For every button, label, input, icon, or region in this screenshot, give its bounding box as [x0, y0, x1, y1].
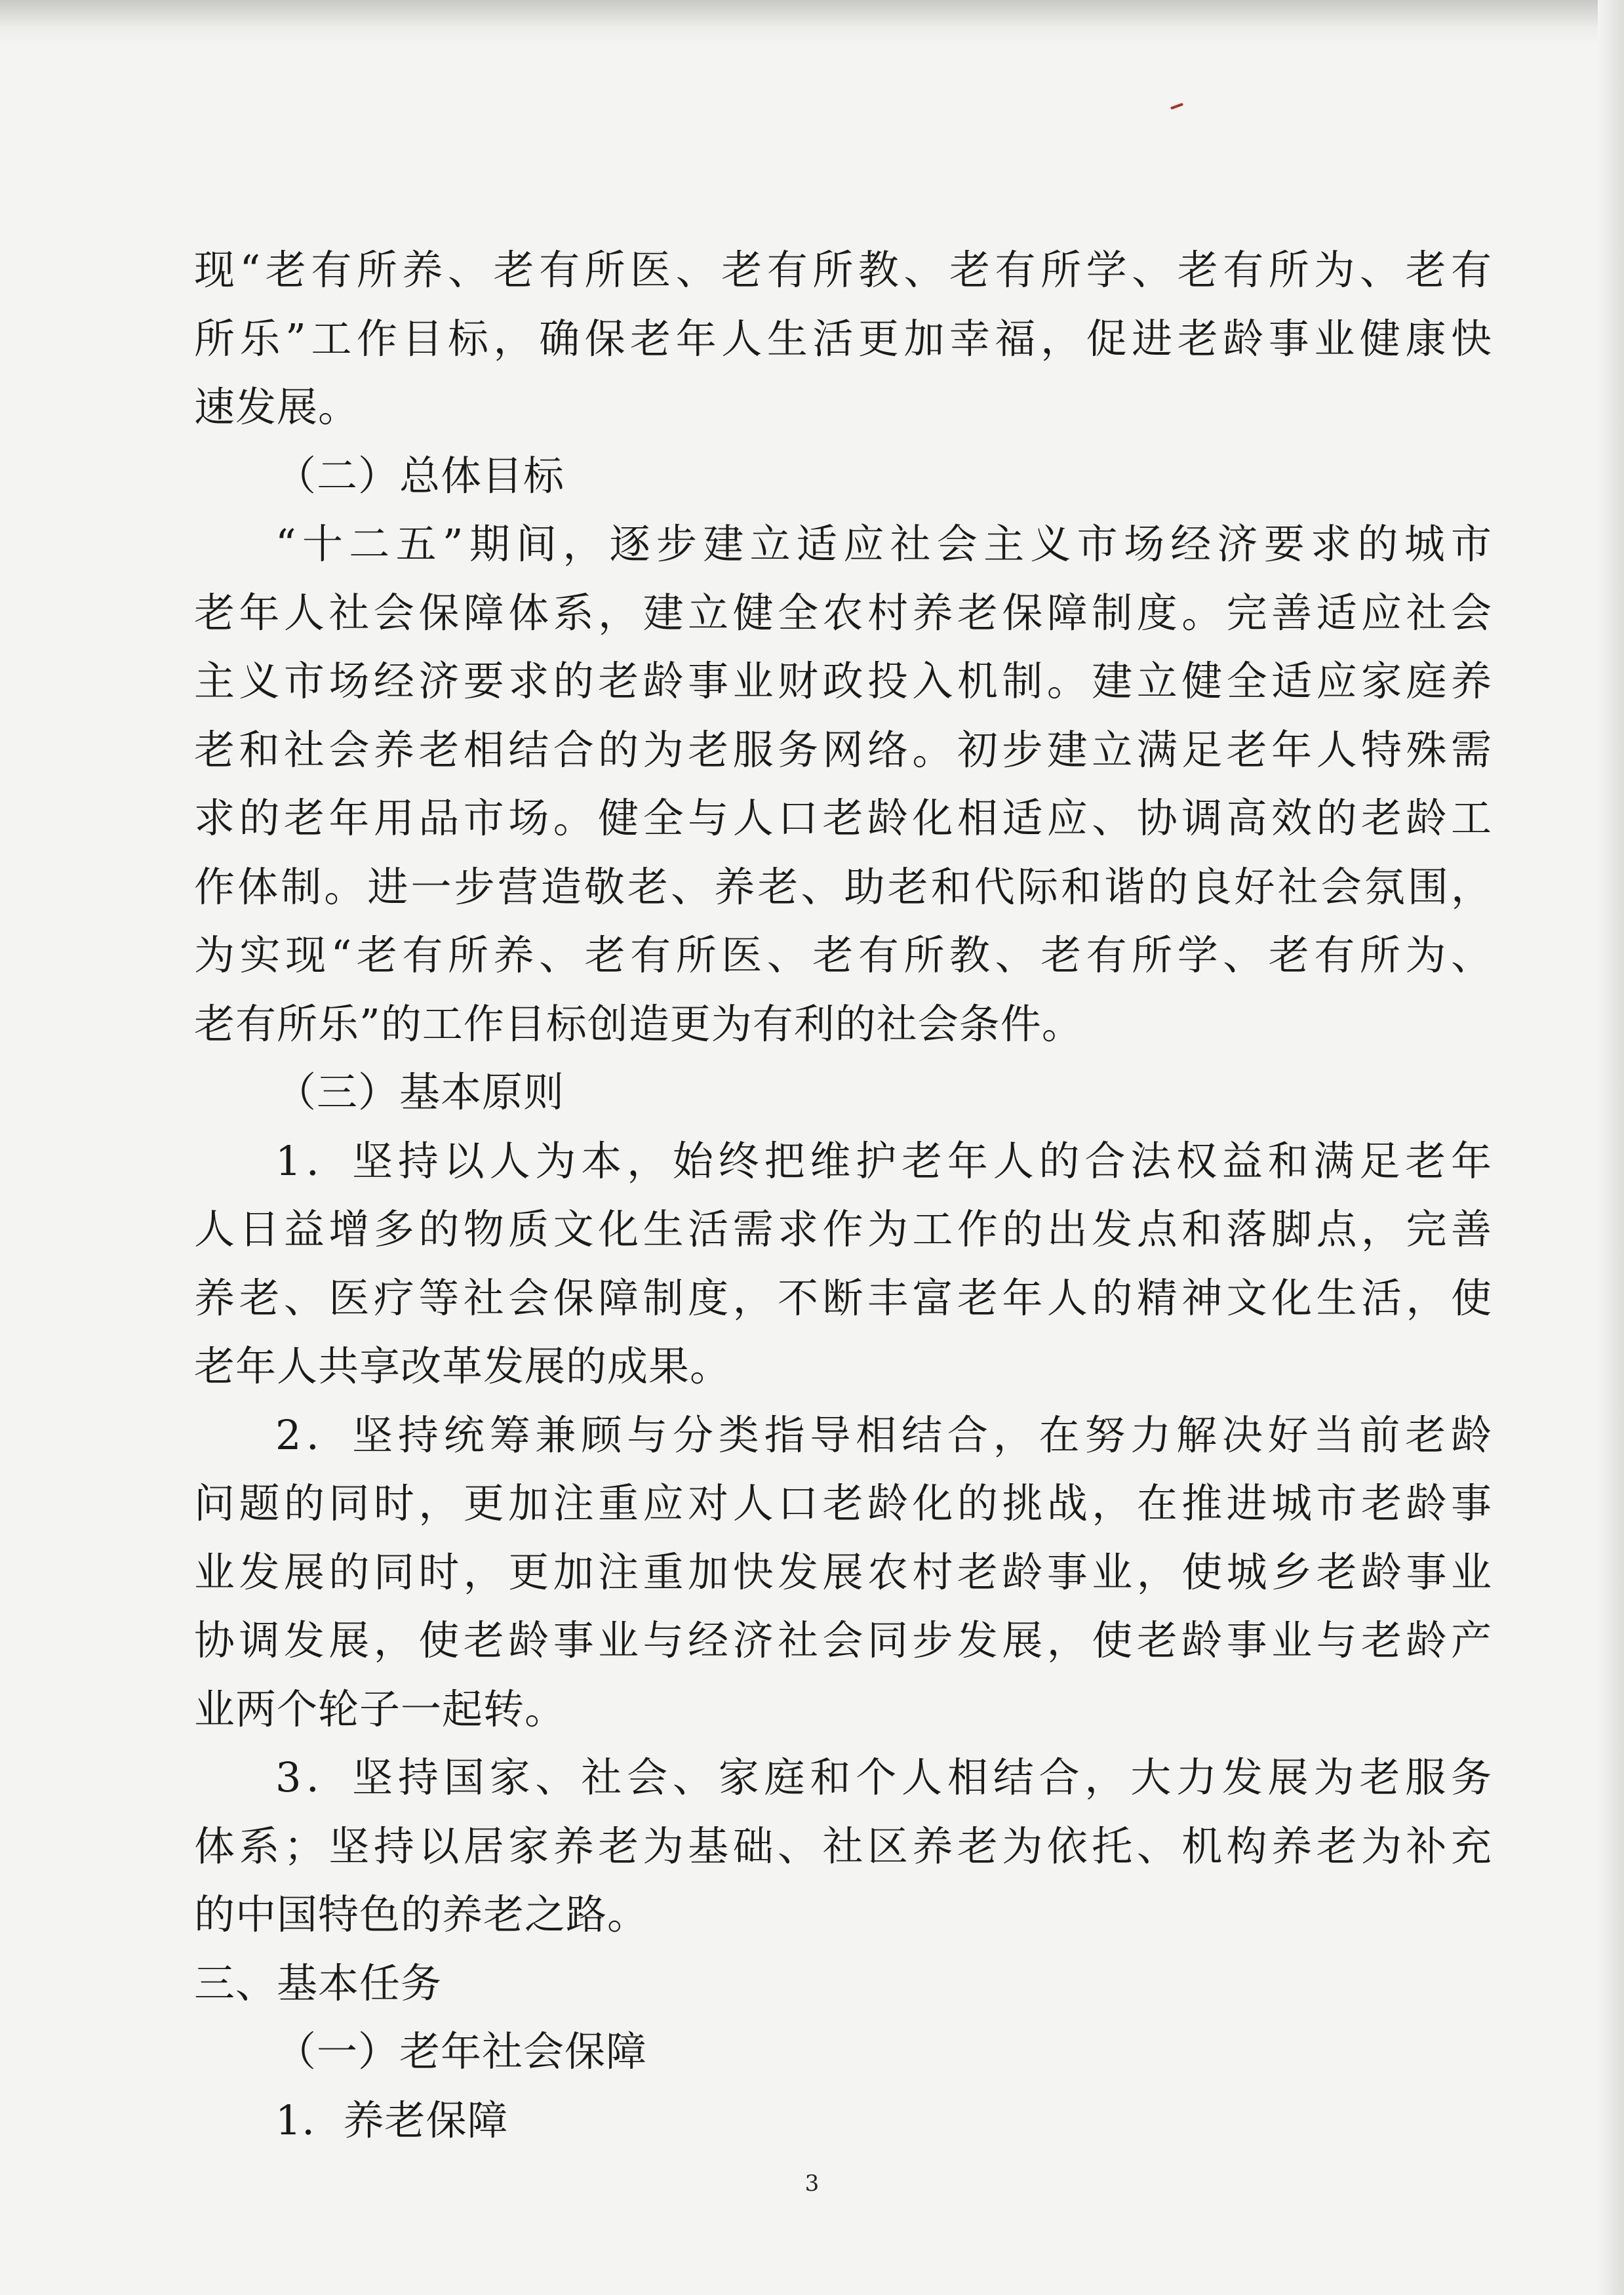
page-number: 3	[804, 2170, 820, 2197]
chapter-heading: 三、基本任务	[194, 1959, 443, 2007]
section-heading: （一）老年社会保障	[275, 2027, 648, 2075]
text-line: 现“老有所养、老有所医、老有所教、老有所学、老有所为、老有	[194, 246, 1492, 294]
text-line: 体系；坚持以居家养老为基础、社区养老为依托、机构养老为补充	[194, 1822, 1492, 1870]
text-line: 的中国特色的养老之路。	[194, 1890, 649, 1938]
document-body	[194, 236, 1492, 2155]
text-line: 作体制。进一步营造敬老、养老、助老和代际和谐的良好社会氛围，	[194, 862, 1492, 911]
scan-shadow-right	[1598, 0, 1624, 2295]
subsection-heading: 1．养老保障	[275, 2096, 509, 2144]
text-line: 养老、医疗等社会保障制度，不断丰富老年人的精神文化生活，使	[194, 1273, 1492, 1322]
text-line: 2．坚持统筹兼顾与分类指导相结合，在努力解决好当前老龄	[275, 1410, 1492, 1459]
text-line: 求的老年用品市场。健全与人口老龄化相适应、协调高效的老龄工	[194, 794, 1492, 842]
text-line: 老年人社会保障体系，建立健全农村养老保障制度。完善适应社会	[194, 588, 1492, 637]
text-line: 协调发展，使老龄事业与经济社会同步发展，使老龄事业与老龄产	[194, 1616, 1492, 1664]
text-line: 业发展的同时，更加注重加快发展农村老龄事业，使城乡老龄事业	[194, 1547, 1492, 1596]
text-line: 为实现“老有所养、老有所医、老有所教、老有所学、老有所为、	[194, 931, 1492, 979]
section-heading: （三）基本原则	[275, 1068, 565, 1116]
section-heading: （二）总体目标	[275, 451, 565, 500]
text-line: “十二五”期间，逐步建立适应社会主义市场经济要求的城市	[275, 520, 1492, 568]
text-line: 老年人共享改革发展的成果。	[194, 1342, 732, 1390]
text-line: 1．坚持以人为本，始终把维护老年人的合法权益和满足老年	[275, 1136, 1492, 1185]
text-line: 主义市场经济要求的老龄事业财政投入机制。建立健全适应家庭养	[194, 657, 1492, 705]
text-line: 业两个轮子一起转。	[194, 1685, 566, 1733]
text-line: 老有所乐”的工作目标创造更为有利的社会条件。	[194, 999, 1083, 1048]
text-line: 所乐”工作目标，确保老年人生活更加幸福，促进老龄事业健康快	[194, 314, 1492, 363]
scan-shadow-top	[0, 0, 1624, 46]
text-line: 问题的同时，更加注重应对人口老龄化的挑战，在推进城市老龄事	[194, 1479, 1492, 1527]
text-line: 人日益增多的物质文化生活需求作为工作的出发点和落脚点，完善	[194, 1205, 1492, 1253]
text-line: 老和社会养老相结合的为老服务网络。初步建立满足老年人特殊需	[194, 725, 1492, 774]
pen-mark	[1170, 103, 1183, 110]
text-line: 速发展。	[194, 383, 360, 431]
text-line: 3．坚持国家、社会、家庭和个人相结合，大力发展为老服务	[275, 1753, 1492, 1801]
